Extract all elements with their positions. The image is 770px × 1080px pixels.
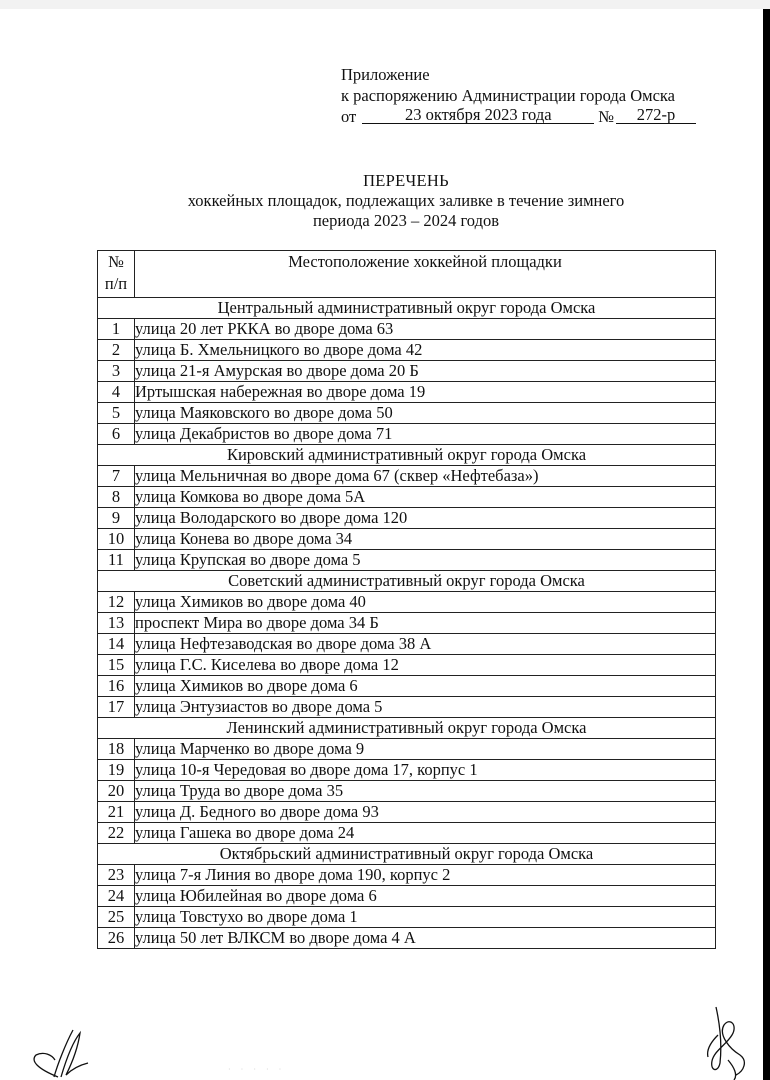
row-location: улица Володарского во дворе дома 120 <box>135 508 716 529</box>
row-location: проспект Мира во дворе дома 34 Б <box>135 613 716 634</box>
table-row <box>98 823 716 844</box>
table-row <box>98 781 716 802</box>
row-number: 17 <box>98 697 135 718</box>
district-name: Центральный административный округ города Омска <box>98 298 716 319</box>
row-number: 11 <box>98 550 135 571</box>
row-location: улица Мельничная во дворе дома 67 (сквер «Нефтебаза») <box>135 466 716 487</box>
appendix-date-line <box>341 106 696 127</box>
column-header-number-sign: № <box>108 252 124 271</box>
row-number: 7 <box>98 466 135 487</box>
table-row <box>98 613 716 634</box>
row-location: улица 7-я Линия во дворе дома 190, корпус 2 <box>135 865 716 886</box>
row-number: 24 <box>98 886 135 907</box>
row-number: 23 <box>98 865 135 886</box>
table-row <box>98 760 716 781</box>
appendix-label: Приложение <box>341 65 430 84</box>
district-name: Советский административный округ города Омска <box>98 571 716 592</box>
table-row <box>98 865 716 886</box>
row-number: 12 <box>98 592 135 613</box>
district-name: Октябрьский административный округ города Омска <box>98 844 716 865</box>
district-row <box>98 844 716 865</box>
row-location: улица 50 лет ВЛКСМ во дворе дома 4 А <box>135 928 716 949</box>
table-row <box>98 424 716 445</box>
table-row <box>98 361 716 382</box>
signature-right-icon <box>700 1005 755 1080</box>
scan-artifact: · · · · · <box>228 1065 286 1074</box>
table-row <box>98 382 716 403</box>
table-row <box>98 802 716 823</box>
row-number: 3 <box>98 361 135 382</box>
district-row <box>98 571 716 592</box>
row-location: улица Товстухо во дворе дома 1 <box>135 907 716 928</box>
table-row <box>98 655 716 676</box>
column-header-number-pp: п/п <box>104 274 128 293</box>
row-location: улица Химиков во дворе дома 40 <box>135 592 716 613</box>
row-number: 25 <box>98 907 135 928</box>
row-number: 2 <box>98 340 135 361</box>
row-location: улица Г.С. Киселева во дворе дома 12 <box>135 655 716 676</box>
table-row <box>98 928 716 949</box>
table-row <box>98 676 716 697</box>
row-number: 22 <box>98 823 135 844</box>
title-line-1: хоккейных площадок, подлежащих заливке в течение зимнего <box>187 191 625 210</box>
row-location: улица Нефтезаводская во дворе дома 38 А <box>135 634 716 655</box>
row-location: улица Крупская во дворе дома 5 <box>135 550 716 571</box>
row-number: 19 <box>98 760 135 781</box>
district-row <box>98 445 716 466</box>
row-number: 21 <box>98 802 135 823</box>
row-location: улица Б. Хмельницкого во дворе дома 42 <box>135 340 716 361</box>
title-heading: ПЕРЕЧЕНЬ <box>363 171 449 190</box>
row-number: 4 <box>98 382 135 403</box>
row-location: улица Химиков во дворе дома 6 <box>135 676 716 697</box>
table-row <box>98 319 716 340</box>
table-row <box>98 634 716 655</box>
row-location: улица 10-я Чередовая во дворе дома 17, корпус 1 <box>135 760 716 781</box>
appendix-order-reference: к распоряжению Администрации города Омска <box>341 86 675 105</box>
title-line-2: периода 2023 – 2024 годов <box>312 211 500 230</box>
row-number: 13 <box>98 613 135 634</box>
row-number: 14 <box>98 634 135 655</box>
row-location: улица Маяковского во дворе дома 50 <box>135 403 716 424</box>
table-row <box>98 592 716 613</box>
row-number: 26 <box>98 928 135 949</box>
row-number: 5 <box>98 403 135 424</box>
scan-edge-bar <box>763 9 770 1080</box>
row-number: 15 <box>98 655 135 676</box>
table-row <box>98 739 716 760</box>
row-location: улица Конева во дворе дома 34 <box>135 529 716 550</box>
row-number: 10 <box>98 529 135 550</box>
district-name: Ленинский административный округ города Омска <box>98 718 716 739</box>
row-number: 20 <box>98 781 135 802</box>
row-location: улица Д. Бедного во дворе дома 93 <box>135 802 716 823</box>
table-row <box>98 508 716 529</box>
table-row <box>98 886 716 907</box>
appendix-number-label: № <box>598 107 614 126</box>
appendix-number: 272-р <box>616 106 696 124</box>
district-row <box>98 718 716 739</box>
row-location: улица Декабристов во дворе дома 71 <box>135 424 716 445</box>
row-location: улица Юбилейная во дворе дома 6 <box>135 886 716 907</box>
table-row <box>98 487 716 508</box>
row-location: улица 21-я Амурская во дворе дома 20 Б <box>135 361 716 382</box>
row-location: улица Труда во дворе дома 35 <box>135 781 716 802</box>
table-header-row <box>98 251 716 298</box>
row-number: 18 <box>98 739 135 760</box>
table-body <box>98 298 716 949</box>
row-location: улица 20 лет РККА во дворе дома 63 <box>135 319 716 340</box>
row-location: улица Марченко во дворе дома 9 <box>135 739 716 760</box>
signature-left-icon <box>28 1025 98 1080</box>
row-number: 1 <box>98 319 135 340</box>
district-name: Кировский административный округ города Омска <box>98 445 716 466</box>
row-location: улица Гашека во дворе дома 24 <box>135 823 716 844</box>
column-header-number <box>98 251 135 298</box>
row-number: 8 <box>98 487 135 508</box>
district-row <box>98 298 716 319</box>
table-row <box>98 529 716 550</box>
rink-list-table <box>97 250 716 949</box>
row-location: Иртышская набережная во дворе дома 19 <box>135 382 716 403</box>
table-row <box>98 466 716 487</box>
table-row <box>98 403 716 424</box>
document-title <box>100 171 712 231</box>
row-number: 9 <box>98 508 135 529</box>
appendix-block <box>341 64 696 127</box>
row-location: улица Энтузиастов во дворе дома 5 <box>135 697 716 718</box>
appendix-from-label: от <box>341 107 357 126</box>
table-row <box>98 550 716 571</box>
table-row <box>98 340 716 361</box>
table-row <box>98 907 716 928</box>
appendix-date: 23 октября 2023 года <box>362 106 594 124</box>
row-number: 16 <box>98 676 135 697</box>
row-number: 6 <box>98 424 135 445</box>
table-row <box>98 697 716 718</box>
row-location: улица Комкова во дворе дома 5А <box>135 487 716 508</box>
scan-top-band <box>0 0 770 9</box>
column-header-location: Местоположение хоккейной площадки <box>135 251 716 298</box>
